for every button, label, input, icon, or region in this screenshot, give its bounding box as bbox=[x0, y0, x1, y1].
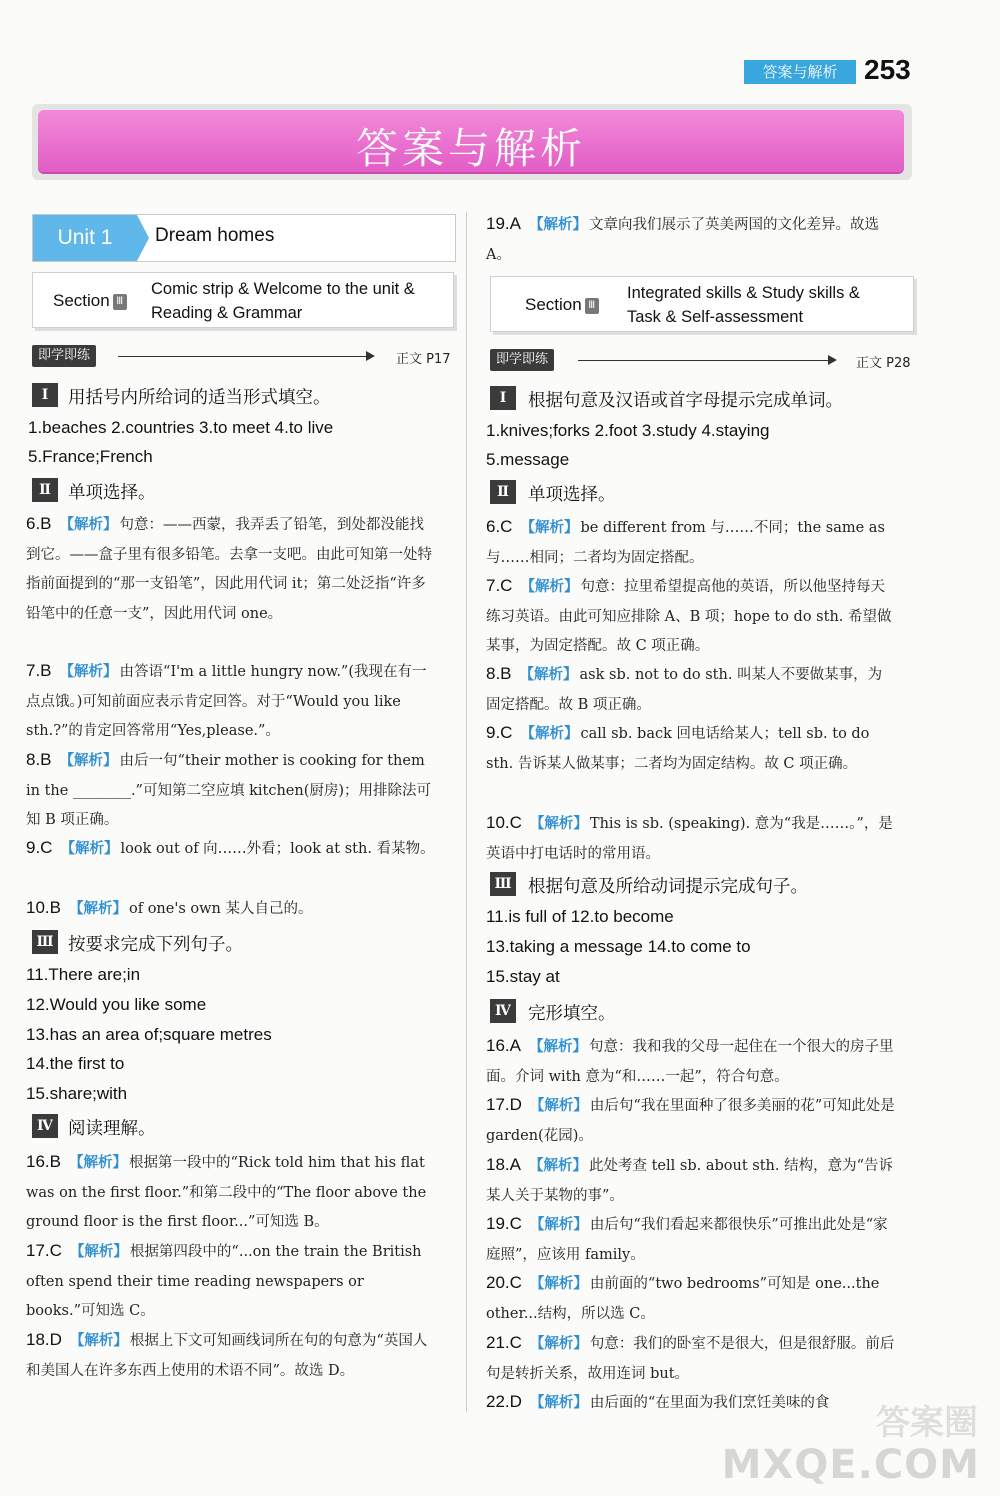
answer-item: 7.B 【解析】 由答语“I'm a little hungry now.”(我现在有一点点饿。)可知前面应表示肯定回答。对于“Would you like sth.?”的肯定回答常用“Yes,please.”。 bbox=[26, 661, 427, 739]
column-divider bbox=[466, 212, 467, 1412]
text-page-ref: 正文 P28 bbox=[856, 356, 911, 371]
answer-item: 8.B 【解析】 由后一句“their mother is cooking for them in the ________.”可知第二空应填 kitchen(厨房)；用排除法可知 B 项正确。 bbox=[26, 750, 432, 828]
answer-item: 18.D 【解析】 根据上下文可知画线词所在句的句意为“英国人和美国人在许多东西上使用的术语不同”。故选 D。 bbox=[26, 1330, 428, 1379]
answer-item: 6.C 【解析】 be different from 与……不同；the same as 与……相同；二者均为固定搭配。 bbox=[486, 517, 885, 566]
part-title: 按要求完成下列句子。 bbox=[68, 935, 243, 955]
part-title: 完形填空。 bbox=[528, 1004, 616, 1024]
banner-title: 答案与解析 bbox=[355, 124, 586, 173]
banner bbox=[38, 110, 904, 172]
answer-item: 6.B 【解析】 句意：——西蒙，我弄丢了铅笔，到处都没能找到它。——盒子里有很多铅笔。去拿一支吧。由此可知第一处特指前面提到的“那一支铅笔”，因此用代词 it；第二处泛指“许多铅笔中的任意一支”，因此用代词 one。 bbox=[26, 514, 432, 622]
part-title: 阅读理解。 bbox=[68, 1119, 156, 1139]
page-number: 253 bbox=[864, 54, 911, 85]
part-badge: Ⅰ bbox=[490, 386, 516, 410]
answer-item: 19.C 【解析】 由后句“我们看起来都很快乐”可推出此处是“家庭照”，应该用 family。 bbox=[486, 1214, 888, 1263]
answer-item: 18.A 【解析】 此处考查 tell sb. about sth. 结构，意为“告诉某人关于某物的事”。 bbox=[486, 1155, 893, 1204]
part-badge: Ⅲ bbox=[32, 930, 58, 954]
answer-item: 22.D 【解析】 由后面的“在里面为我们烹饪美味的食 bbox=[486, 1392, 830, 1411]
part-badge: Ⅰ bbox=[32, 383, 58, 407]
section-label: Section Ⅲ bbox=[53, 291, 127, 311]
answer-line: 13.taking a message 14.to come to bbox=[486, 937, 751, 956]
answer-line: 11.There are;in bbox=[26, 965, 141, 984]
section-title: Integrated skills & Study skills & Task & Self-assessment bbox=[627, 284, 860, 326]
answer-item: 10.C 【解析】 This is sb. (speaking). 意为“我是……。”，是英语中打电话时的常用语。 bbox=[486, 813, 893, 862]
answer-item: 9.C 【解析】 look out of 向……外看；look at sth. 看某物。 bbox=[26, 838, 435, 857]
answer-item: 9.C 【解析】 call sb. back 回电话给某人；tell sb. to do sth. 告诉某人做某事；二者均为固定结构。故 C 项正确。 bbox=[486, 723, 870, 772]
section-title: Comic strip & Welcome to the unit & Reading & Grammar bbox=[151, 280, 415, 322]
watermark-url: MXQE.COM bbox=[721, 1442, 980, 1488]
text-page-ref: 正文 P17 bbox=[396, 352, 451, 367]
section-roman-badge: Ⅲ bbox=[113, 294, 127, 310]
answer-line: 1.beaches 2.countries 3.to meet 4.to live bbox=[28, 418, 334, 437]
header-tag: 答案与解析 bbox=[744, 60, 856, 84]
part-badge: Ⅳ bbox=[490, 999, 516, 1023]
practice-line bbox=[118, 356, 368, 357]
unit-title: Dream homes bbox=[155, 225, 275, 246]
answer-line: 12.Would you like some bbox=[26, 995, 207, 1014]
answer-item: 8.B 【解析】 ask sb. not to do sth. 叫某人不要做某事，为固定搭配。故 B 项正确。 bbox=[486, 664, 883, 713]
part-title: 根据句意及汉语或首字母提示完成单词。 bbox=[528, 391, 843, 411]
answer-item: 21.C 【解析】 句意：我们的卧室不是很大，但是很舒服。前后句是转折关系，故用连词 but。 bbox=[486, 1333, 895, 1382]
section-heading-left bbox=[32, 272, 454, 328]
section-roman-badge: Ⅲ bbox=[585, 298, 599, 314]
practice-badge: 即学即练 bbox=[32, 345, 96, 367]
answer-item: 10.B 【解析】 of one's own 某人自己的。 bbox=[26, 898, 313, 917]
answer-line: 5.message bbox=[486, 450, 570, 469]
answer-line: 14.the first to bbox=[26, 1054, 125, 1073]
part-badge: Ⅱ bbox=[32, 478, 58, 502]
part-badge: Ⅳ bbox=[32, 1114, 58, 1138]
part-title: 根据句意及所给动词提示完成句子。 bbox=[528, 877, 808, 897]
answer-item: 17.C 【解析】 根据第四段中的“...on the train the British often spend their time reading newspapers or books.”可知选 C。 bbox=[26, 1241, 422, 1319]
practice-badge: 即学即练 bbox=[490, 349, 554, 371]
answer-line: 1.knives;forks 2.foot 3.study 4.staying bbox=[486, 421, 770, 440]
answer-item: 20.C 【解析】 由前面的“two bedrooms”可知是 one...the other...结构，所以选 C。 bbox=[486, 1273, 880, 1322]
part-badge: Ⅲ bbox=[490, 872, 516, 896]
part-title: 用括号内所给词的适当形式填空。 bbox=[68, 388, 331, 408]
answer-item: 16.A 【解析】 句意：我和我的父母一起住在一个很大的房子里面。介词 with 意为“和……一起”，符合句意。 bbox=[486, 1036, 894, 1085]
answer-item: 7.C 【解析】 句意：拉里希望提高他的英语，所以他坚持每天练习英语。由此可知应排除 A、B 项；hope to do sth. 希望做某事，为固定搭配。故 C 项正确。 bbox=[486, 576, 892, 654]
part-title: 单项选择。 bbox=[528, 485, 616, 505]
answer-item: 19.A 【解析】 文章向我们展示了英美两国的文化差异。故选 A。 bbox=[486, 214, 879, 263]
arrow-right-icon bbox=[366, 351, 375, 361]
answer-line: 11.is full of 12.to become bbox=[486, 907, 674, 926]
answer-line: 15.stay at bbox=[486, 967, 560, 986]
unit-label: Unit 1 bbox=[33, 215, 137, 261]
part-badge: Ⅱ bbox=[490, 480, 516, 504]
section-label: Section Ⅲ bbox=[525, 295, 599, 315]
section-heading-right bbox=[490, 276, 914, 332]
watermark-logo: 答案圈 bbox=[876, 1403, 978, 1443]
answer-item: 17.D 【解析】 由后句“我在里面种了很多美丽的花”可知此处是 garden(花园)。 bbox=[486, 1095, 895, 1144]
answer-line: 5.France;French bbox=[28, 447, 153, 466]
unit-heading bbox=[32, 214, 456, 262]
unit-arrow bbox=[137, 215, 149, 261]
practice-line bbox=[578, 360, 830, 361]
part-title: 单项选择。 bbox=[68, 483, 156, 503]
answer-line: 13.has an area of;square metres bbox=[26, 1025, 272, 1044]
answer-item: 16.B 【解析】 根据第一段中的“Rick told him that his flat was on the first floor.”和第二段中的“The floor above the ground floor is the first floor...”可知选 B。 bbox=[26, 1152, 427, 1230]
arrow-right-icon bbox=[828, 355, 837, 365]
answer-line: 15.share;with bbox=[26, 1084, 128, 1103]
